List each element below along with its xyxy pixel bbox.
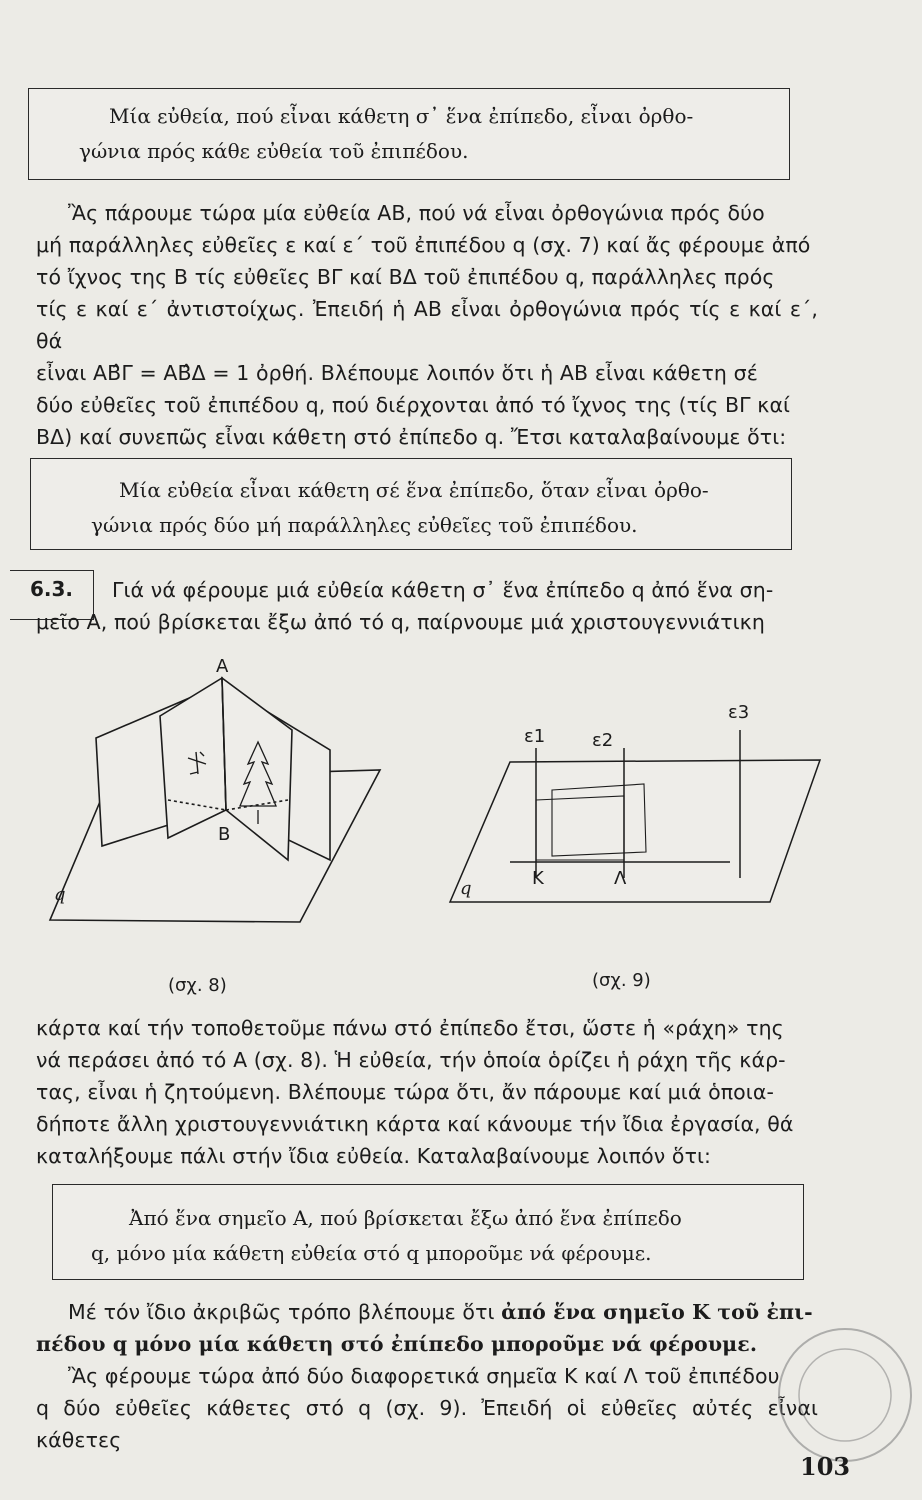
p2-line-1: κάρτα καί τήν τοποθετοῦμε πάνω στό ἐπίπεδο ἔτσι, ὥστε ἡ «ράχη» της bbox=[36, 1016, 784, 1040]
theorem-1-line-1: Μία εὐθεία, πού εἶναι κάθετη σ᾽ ἕνα ἐπίπεδο, εἶναι ὀρθο- bbox=[109, 104, 694, 128]
figure-8-christmas-card bbox=[30, 650, 410, 940]
fig9-label-q: q bbox=[460, 878, 472, 899]
fig9-label-e1: ε1 bbox=[524, 726, 546, 747]
section-number: 6.3. bbox=[30, 577, 74, 601]
fig9-label-L: Λ bbox=[614, 868, 627, 889]
theorem-box-1 bbox=[28, 88, 790, 180]
p2-line-3: τας, εἶναι ἡ ζητούμενη. Βλέπουμε τώρα ὅτι, ἄν πάρουμε καί μιά ὁποια- bbox=[36, 1080, 774, 1104]
card-left-panel bbox=[160, 678, 226, 838]
plane-q-fig9 bbox=[450, 760, 820, 902]
p3-bold-1: ἀπό ἕνα σημεῖο Κ τοῦ ἐπι- bbox=[501, 1300, 813, 1324]
fig8-label-A: A bbox=[216, 656, 229, 677]
p3-line-1: Μέ τόν ἴδιο ἀκριβῶς τρόπο βλέπουμε ὅτι ἀπό ἕνα σημεῖο Κ τοῦ ἐπι- bbox=[68, 1300, 813, 1324]
p1-line-3: τό ἴχνος της Β τίς εὐθεῖες ΒΓ καί ΒΔ τοῦ ἐπιπέδου q, παράλληλες πρός bbox=[36, 265, 775, 289]
p2-line-5: καταλήξουμε πάλι στήν ἴδια εὐθεία. Καταλαβαίνουμε λοιπόν ὅτι: bbox=[36, 1144, 712, 1168]
theorem-box-3 bbox=[52, 1184, 804, 1280]
p1-line-4: τίς ε καί ε΄ ἀντιστοίχως. Ἐπειδή ἡ ΑΒ εἶναι ὀρθογώνια πρός τίς ε καί ε΄, θά bbox=[36, 297, 818, 353]
theorem-3-line-2: q, μόνο μία κάθετη εὐθεία στό q μποροῦμε νά φέρουμε. bbox=[91, 1241, 652, 1265]
paragraph-2 bbox=[36, 1012, 818, 1172]
page-number: 103 bbox=[800, 1452, 851, 1481]
fig9-label-e2: ε2 bbox=[592, 730, 614, 751]
p3-line-2: πέδου q μόνο μία κάθετη στό ἐπίπεδο μποροῦμε νά φέρουμε. bbox=[36, 1332, 758, 1356]
p2-line-2: νά περάσει ἀπό τό Α (σχ. 8). Ἡ εὐθεία, τήν ὁποία ὁρίζει ἡ ράχη τῆς κάρ- bbox=[36, 1048, 786, 1072]
p1-line-7: ΒΔ) καί συνεπῶς εἶναι κάθετη στό ἐπίπεδο q. Ἔτσι καταλαβαίνουμε ὅτι: bbox=[36, 425, 787, 449]
section-line-2: μεῖο Α, πού βρίσκεται ἔξω ἀπό τό q, παίρνουμε μιά χριστουγεννιάτικη bbox=[36, 610, 765, 634]
p1-line-1: Ἂς πάρουμε τώρα μία εὐθεία ΑΒ, πού νά εἶναι ὀρθογώνια πρός δύο bbox=[68, 201, 765, 225]
fig8-label-B: B bbox=[218, 824, 231, 845]
theorem-box-2 bbox=[30, 458, 792, 550]
library-stamp bbox=[755, 1315, 915, 1465]
p2-line-4: δήποτε ἄλλη χριστουγεννιάτικη κάρτα καί κάνουμε τήν ἴδια ἐργασία, θά bbox=[36, 1112, 794, 1136]
theorem-1-line-2: γώνια πρός κάθε εὐθεία τοῦ ἐπιπέδου. bbox=[79, 139, 469, 163]
paragraph-1 bbox=[36, 197, 818, 453]
figure-9-caption: (σχ. 9) bbox=[592, 970, 651, 991]
p3-line-3: Ἂς φέρουμε τώρα ἀπό δύο διαφορετικά σημεῖα Κ καί Λ τοῦ ἐπιπέδου bbox=[68, 1364, 780, 1388]
p1-line-6: δύο εὐθεῖες τοῦ ἐπιπέδου q, πού διέρχονται ἀπό τό ἴχνος της (τίς ΒΓ καί bbox=[36, 393, 791, 417]
section-intro bbox=[36, 574, 818, 638]
p3-line-4: q δύο εὐθεῖες κάθετες στό q (σχ. 9). Ἐπειδή οἱ εὐθεῖες αὐτές εἶναι κάθετες bbox=[36, 1396, 818, 1452]
paragraph-3 bbox=[36, 1296, 818, 1456]
p1-line-2: μή παράλληλες εὐθεῖες ε καί ε΄ τοῦ ἐπιπέδου q (σχ. 7) καί ἄς φέρουμε ἀπό bbox=[36, 233, 811, 257]
fig9-label-e3: ε3 bbox=[728, 702, 750, 723]
figure-8-caption: (σχ. 8) bbox=[168, 975, 227, 996]
figure-9-planes bbox=[430, 690, 830, 920]
section-line-1: Γιά νά φέρουμε μιά εὐθεία κάθετη σ᾽ ἕνα ἐπίπεδο q ἀπό ἕνα ση- bbox=[112, 578, 774, 602]
fig8-label-q: q bbox=[54, 884, 66, 905]
theorem-3-line-1: Ἀπό ἕνα σημεῖο Α, πού βρίσκεται ἔξω ἀπό ἕνα ἐπίπεδο bbox=[129, 1206, 682, 1230]
theorem-2-line-2: γώνια πρός δύο μή παράλληλες εὐθεῖες τοῦ ἐπιπέδου. bbox=[91, 513, 638, 537]
fig9-label-K: K bbox=[532, 868, 544, 889]
theorem-2-line-1: Μία εὐθεία εἶναι κάθετη σέ ἕνα ἐπίπεδο, ὅταν εἶναι ὀρθο- bbox=[119, 478, 709, 502]
p1-line-5: εἶναι ΑΒ̂Γ = ΑΒ̂Δ = 1 ὀρθή. Βλέπουμε λοιπόν ὅτι ἡ ΑΒ εἶναι κάθετη σέ bbox=[36, 361, 758, 385]
